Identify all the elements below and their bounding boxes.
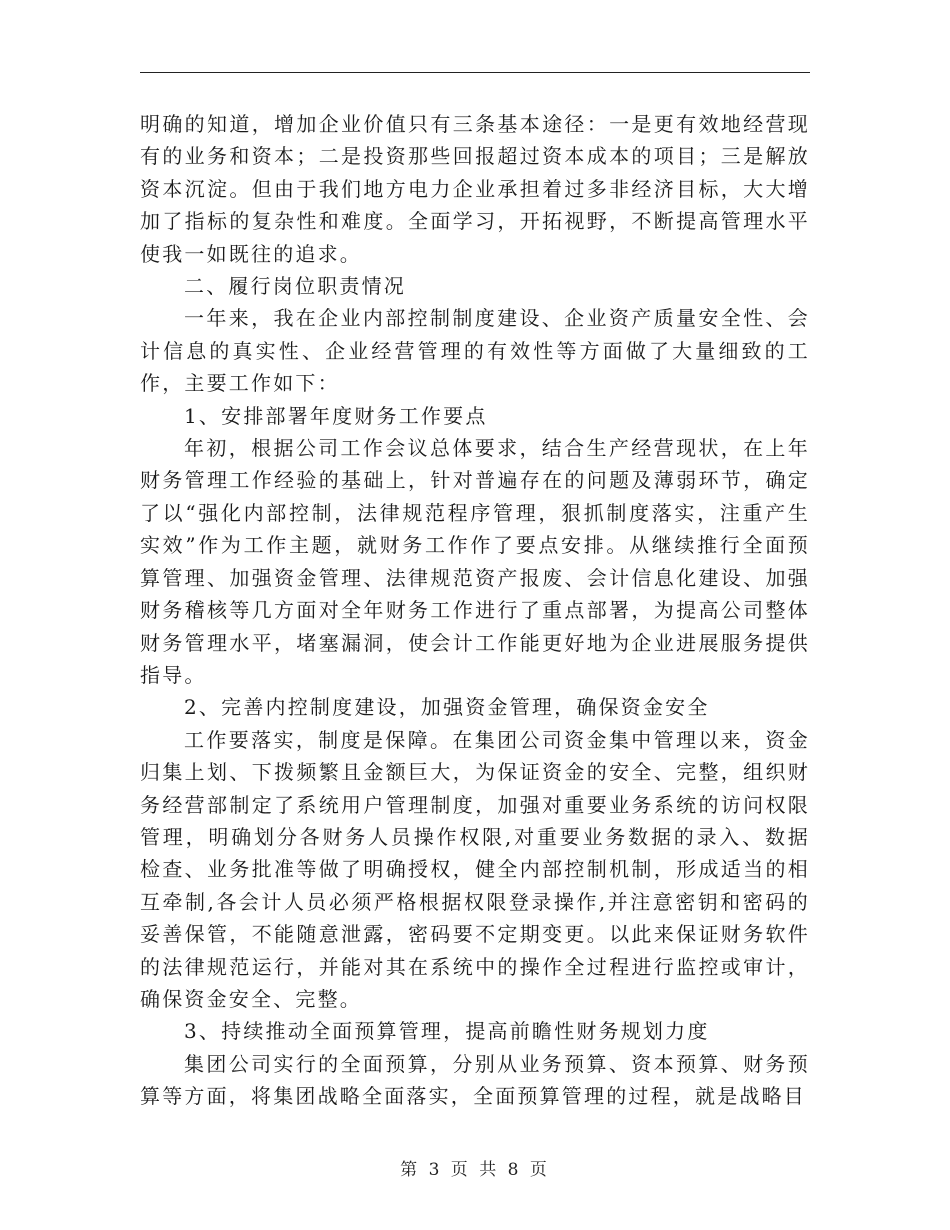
paragraph-budget-management: 集团公司实行的全面预算，分别从业务预算、资本预算、财务预算等方面，将集团战略全面落实，全面预算管理的过程，就是战略目 xyxy=(140,1051,810,1109)
paragraph-internal-control: 工作要落实，制度是保障。在集团公司资金集中管理以来，资金归集上划、下拨频繁且金额巨大，为保证资金的安全、完整，组织财务经营部制定了系统用户管理制度，加强对重要业务系统的访问权限管理，明确划分各财务人员操作权限,对重要业务数据的录入、数据检查、业务批准等做了明确授权，健全内部控制机制，形成适当的相互牵制,各会计人员必须严格根据权限登录操作,并注意密钥和密码的妥善保管，不能随意泄露，密码要不定期变更。以此来保证财务软件的法律规范运行，并能对其在系统中的操作全过程进行监控或审计，确保资金安全、完整。 xyxy=(140,727,810,1011)
header-rule xyxy=(140,72,810,73)
subheading-annual-plan: 1、安排部署年度财务工作要点 xyxy=(184,403,488,428)
paragraph-intro-continued: 明确的知道，增加企业价值只有三条基本途径：一是更有效地经营现有的业务和资本；二是投资那些回报超过资本成本的项目；三是解放资本沉淀。但由于我们地方电力企业承担着过多非经济目标，大大增加了指标的复杂性和难度。全面学习，开拓视野，不断提高管理水平使我一如既往的追求。 xyxy=(140,112,810,266)
document-body xyxy=(140,108,810,1113)
paragraph-duties-overview: 一年来，我在企业内部控制制度建设、企业资产质量安全性、会计信息的真实性、企业经营管理的有效性等方面做了大量细致的工作，主要工作如下： xyxy=(140,306,810,396)
section-heading-duties: 二、履行岗位职责情况 xyxy=(184,274,406,299)
subheading-internal-control: 2、完善内控制度建设，加强资金管理，确保资金安全 xyxy=(184,695,710,720)
page-number-footer: 第 3 页 共 8 页 xyxy=(400,1160,550,1180)
paragraph-annual-plan: 年初，根据公司工作会议总体要求，结合生产经营现状，在上年财务管理工作经验的基础上，针对普遍存在的问题及薄弱环节，确定了以“强化内部控制，法律规范程序管理，狠抓制度落实，注重产生实效”作为工作主题，就财务工作作了要点安排。从继续推行全面预算管理、加强资金管理、法律规范资产报废、会计信息化建设、加强财务稽核等几方面对全年财务工作进行了重点部署，为提高公司整体财务管理水平，堵塞漏洞，使会计工作能更好地为企业进展服务提供指导。 xyxy=(140,436,810,687)
subheading-budget-management: 3、持续推动全面预算管理，提高前瞻性财务规划力度 xyxy=(184,1019,710,1044)
